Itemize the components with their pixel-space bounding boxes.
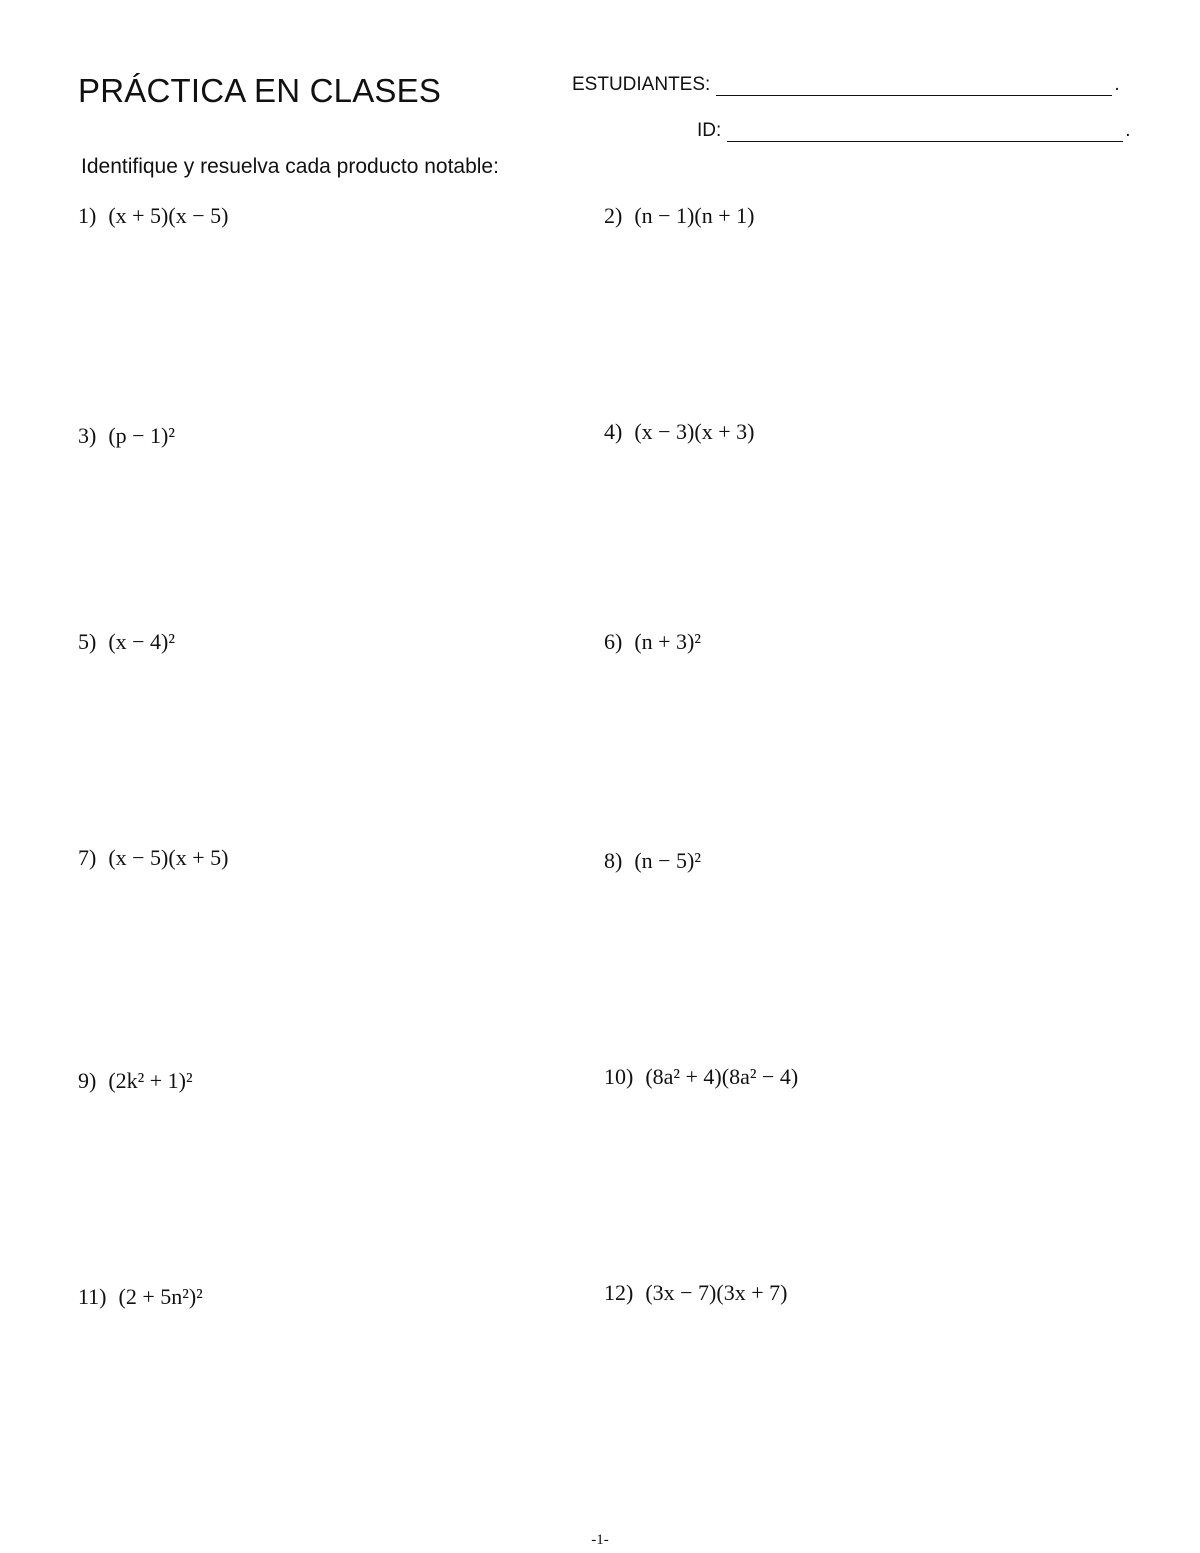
id-blank-line[interactable] [727, 127, 1123, 142]
problem-expression: (x − 4)² [108, 629, 175, 654]
problem-expression: (2 + 5n²)² [118, 1284, 203, 1309]
problem-number: 11) [78, 1284, 107, 1309]
problem-7 [78, 845, 228, 871]
problem-number: 4) [604, 419, 623, 444]
students-blank-line[interactable] [716, 81, 1112, 96]
problem-number: 8) [604, 848, 623, 873]
problem-5 [78, 629, 175, 655]
problem-11 [78, 1284, 203, 1310]
problem-2 [604, 203, 754, 229]
problem-4 [604, 419, 754, 445]
problem-number: 10) [604, 1064, 634, 1089]
instructions: Identifique y resuelva cada producto notable: [81, 155, 499, 178]
students-label: ESTUDIANTES: [572, 74, 711, 95]
problem-expression: (2k² + 1)² [108, 1068, 193, 1093]
page-number: -1- [591, 1532, 609, 1548]
students-field [572, 74, 1120, 96]
problem-number: 6) [604, 629, 623, 654]
id-field [697, 120, 1131, 142]
problem-1 [78, 203, 228, 229]
problem-number: 2) [604, 203, 623, 228]
problem-number: 7) [78, 845, 97, 870]
id-label: ID: [697, 120, 722, 141]
problem-number: 3) [78, 423, 97, 448]
page-title: PRÁCTICA EN CLASES [78, 72, 442, 109]
problem-expression: (3x − 7)(3x + 7) [645, 1280, 788, 1305]
problem-12 [604, 1280, 787, 1306]
problem-expression: (x − 3)(x + 3) [634, 419, 755, 444]
problem-number: 5) [78, 629, 97, 654]
problem-6 [604, 629, 701, 655]
problem-3 [78, 423, 175, 449]
problem-number: 9) [78, 1068, 97, 1093]
students-field-end: . [1114, 74, 1120, 95]
problem-10 [604, 1064, 798, 1090]
problem-expression: (8a² + 4)(8a² − 4) [645, 1064, 799, 1089]
problem-expression: (n − 1)(n + 1) [634, 203, 755, 228]
problem-expression: (n − 5)² [634, 848, 701, 873]
problem-expression: (x + 5)(x − 5) [108, 203, 229, 228]
problem-9 [78, 1068, 193, 1094]
id-field-end: . [1125, 120, 1131, 141]
problem-number: 12) [604, 1280, 634, 1305]
problem-8 [604, 848, 701, 874]
problem-expression: (p − 1)² [108, 423, 175, 448]
problem-number: 1) [78, 203, 97, 228]
problem-expression: (n + 3)² [634, 629, 701, 654]
problem-expression: (x − 5)(x + 5) [108, 845, 229, 870]
